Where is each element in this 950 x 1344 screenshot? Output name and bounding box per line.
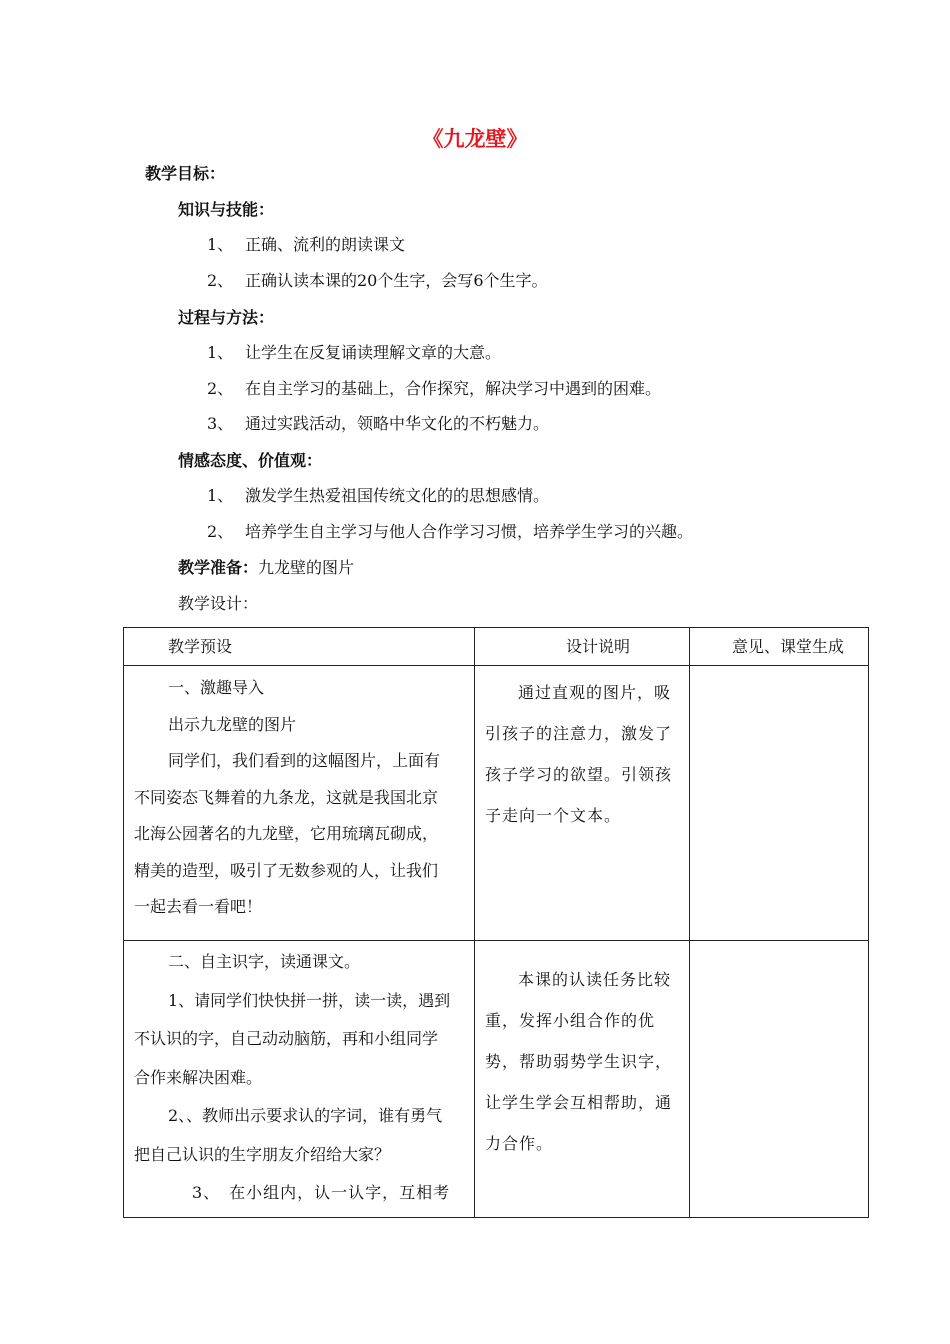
header-note: 设计说明	[566, 637, 631, 656]
item-text: 正确、流利的朗读课文	[245, 235, 406, 254]
preset-line: 3、 在小组内，认一认字，互相考	[192, 1183, 451, 1202]
note-line: 本课的认读任务比较	[518, 970, 672, 989]
note-line: 力合作。	[485, 1134, 554, 1153]
list-item	[207, 488, 549, 504]
lesson-design-table	[123, 627, 869, 1218]
header-cell	[124, 628, 475, 666]
item-number: 1、	[207, 235, 234, 254]
list-item	[207, 345, 501, 361]
preset-line: 2、、教师出示要求认的字词，谁有勇气	[168, 1106, 443, 1125]
note-cell	[475, 666, 690, 941]
section-heading-skills: 知识与技能：	[178, 200, 275, 219]
preparation-line	[178, 560, 354, 576]
item-number: 2、	[207, 379, 234, 398]
note-line: 引孩子的注意力，激发了	[485, 724, 673, 743]
header-cell	[475, 628, 690, 666]
item-text: 在自主学习的基础上，合作探究，解决学习中遇到的困难。	[245, 379, 662, 398]
item-number: 3、	[207, 414, 234, 433]
table-header-row	[124, 628, 869, 666]
preset-cell	[124, 941, 475, 1218]
item-text: 培养学生自主学习与他人合作学习习惯，培养学生学习的兴趣。	[245, 522, 694, 541]
note-line: 孩子学习的欲望。引领孩	[485, 765, 673, 784]
preset-line: 二、自主识字，读通课文。	[168, 952, 361, 971]
header-preset: 教学预设	[168, 637, 233, 656]
preset-line: 同学们，我们看到的这幅图片，上面有	[168, 751, 441, 770]
note-line: 重，发挥小组合作的优	[485, 1011, 656, 1030]
preset-line: 不同姿态飞舞着的九条龙，这就是我国北京	[134, 787, 439, 807]
section-heading-process: 过程与方法：	[178, 308, 275, 327]
note-line: 让学生学会互相帮助，通	[485, 1093, 673, 1112]
preset-line: 一、激趣导入	[168, 678, 265, 697]
item-text: 激发学生热爱祖国传统文化的的思想感情。	[245, 486, 550, 505]
preset-line: 精美的造型，吸引了无数参观的人，让我们	[134, 860, 439, 880]
item-text: 通过实践活动，领略中华文化的不朽魅力。	[245, 414, 550, 433]
preparation-text: 九龙壁的图片	[258, 558, 355, 577]
feedback-cell	[690, 666, 869, 941]
page-title: 《九龙壁》	[422, 126, 528, 151]
preset-cell	[124, 666, 475, 941]
preset-line: 不认识的字，自己动动脑筋，再和小组同学	[134, 1029, 439, 1048]
list-item	[207, 237, 405, 253]
header-feedback: 意见、课堂生成	[732, 637, 845, 656]
item-number: 1、	[207, 486, 234, 505]
item-text: 让学生在反复诵读理解文章的大意。	[245, 343, 502, 362]
note-cell	[475, 941, 690, 1218]
preset-line: 出示九龙壁的图片	[168, 714, 297, 734]
note-line: 子走向一个文本。	[485, 806, 622, 825]
note-line: 通过直观的图片，吸	[518, 683, 672, 702]
preset-line: 一起去看一看吧！	[134, 897, 263, 916]
section-heading-attitude: 情感态度、价值观：	[178, 451, 323, 470]
objectives-heading: 教学目标：	[145, 164, 226, 183]
preset-line: 合作来解决困难。	[134, 1067, 263, 1087]
note-line: 势，帮助弱势学生识字，	[485, 1052, 673, 1071]
item-number: 2、	[207, 522, 234, 541]
table-row	[124, 666, 869, 941]
item-number: 2、	[207, 271, 234, 290]
item-text: 正确认读本课的20个生字，会写6个生字。	[245, 271, 548, 290]
preset-line: 把自己认识的生字朋友介绍给大家？	[134, 1144, 391, 1164]
preset-line: 1、请同学们快快拼一拼，读一读，遇到	[168, 990, 451, 1010]
list-item	[207, 524, 693, 540]
item-number: 1、	[207, 343, 234, 362]
list-item	[207, 381, 661, 397]
list-item	[207, 273, 548, 289]
list-item	[207, 416, 549, 432]
header-cell	[690, 628, 869, 666]
table-row	[124, 941, 869, 1218]
preset-line: 北海公园著名的九龙壁，它用琉璃瓦砌成，	[134, 824, 439, 843]
preparation-label: 教学准备：	[178, 558, 259, 577]
design-label: 教学设计：	[178, 594, 259, 613]
feedback-cell	[690, 941, 869, 1218]
